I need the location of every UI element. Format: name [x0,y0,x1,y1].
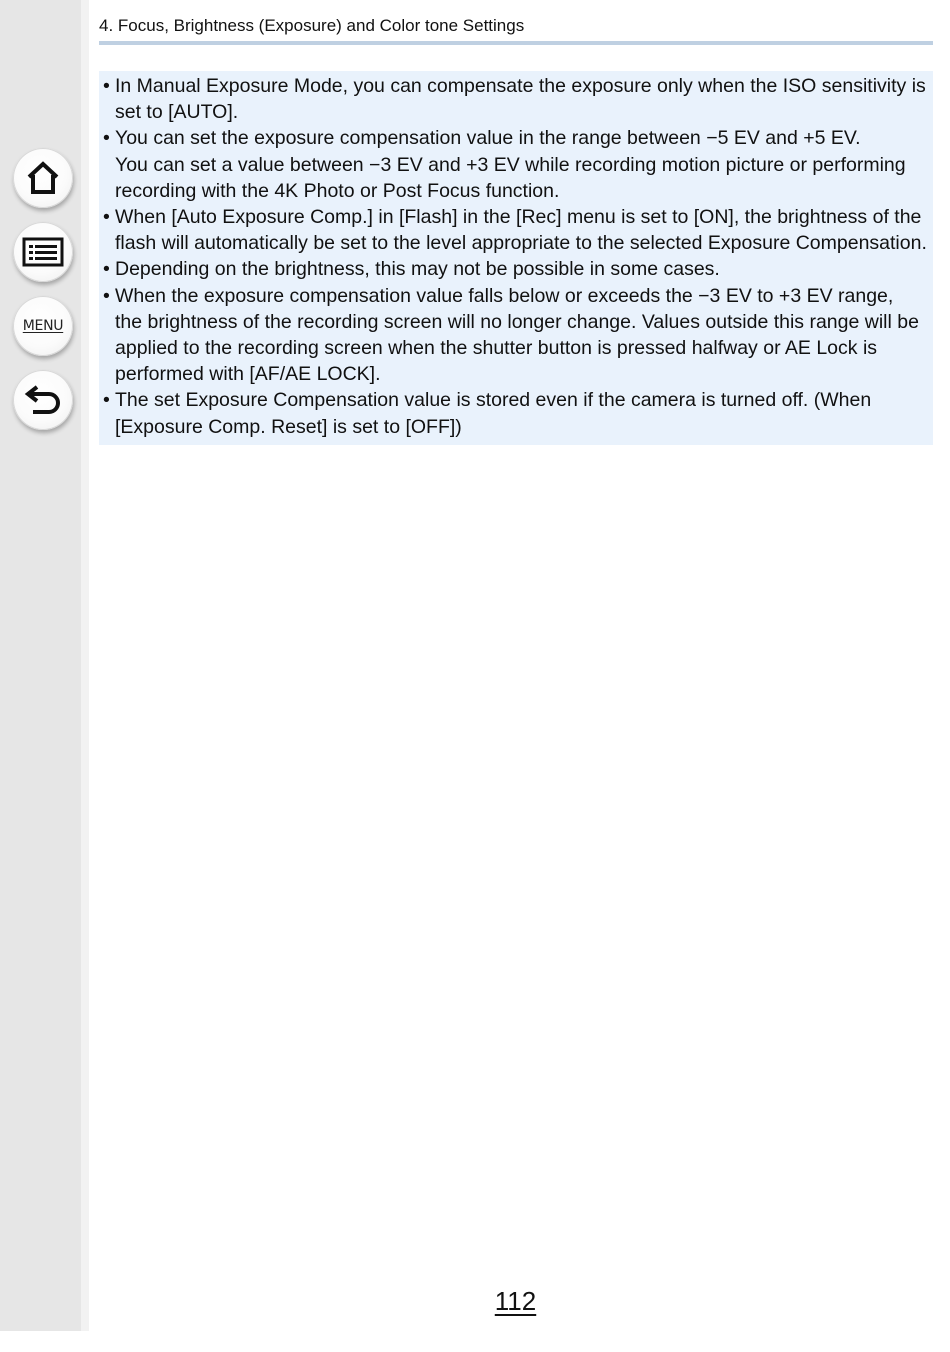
note-text: • The set Exposure Compensation value is stored even if the camera is turned off. (When [115,389,872,412]
page-header-title: 4. Focus, Brightness (Exposure) and Color tone Settings [99,16,525,35]
note-text: set to [AUTO]. [115,101,239,124]
note-text: recording with the 4K Photo or Post Focus function. [115,179,560,202]
note-text: • When the exposure compensation value falls below or exceeds the −3 EV to +3 EV range, [115,284,894,307]
note-item [103,125,929,204]
notes-box [99,71,933,445]
note-text: flash will automatically be set to the level appropriate to the selected Exposure Compensation. [115,232,927,255]
contents-button[interactable] [13,222,73,282]
menu-button[interactable] [13,296,73,356]
contents-list-icon [21,235,65,269]
note-item [103,256,929,282]
note-text: performed with [AF/AE LOCK]. [115,363,381,386]
notes-list [103,73,929,440]
home-icon [23,158,63,198]
menu-icon: MENU [22,318,64,334]
note-text: • When [Auto Exposure Comp.] in [Flash] in the [Rec] menu is set to [ON], the brightness of the [115,206,922,229]
note-item [103,283,929,388]
back-button[interactable] [13,370,73,430]
page-number: 112 [494,1286,537,1316]
home-button[interactable] [13,148,73,208]
back-arrow-icon [23,382,63,418]
note-text: applied to the recording screen when the shutter button is pressed halfway or AE Lock is [115,337,878,360]
note-text: the brightness of the recording screen will no longer change. Values outside this range will be [115,310,919,333]
header-divider [99,41,933,45]
sidebar-edge [81,0,89,1331]
note-text: You can set a value between −3 EV and +3 EV while recording motion picture or performing [115,153,906,176]
note-item [103,387,929,439]
note-item [103,73,929,125]
note-text: • You can set the exposure compensation value in the range between −5 EV and +5 EV. [115,127,861,150]
note-text: [Exposure Comp. Reset] is set to [OFF]) [115,415,462,438]
note-text: • In Manual Exposure Mode, you can compensate the exposure only when the ISO sensitivity is [115,75,926,97]
note-item [103,204,929,256]
note-text: • Depending on the brightness, this may not be possible in some cases. [115,258,720,281]
